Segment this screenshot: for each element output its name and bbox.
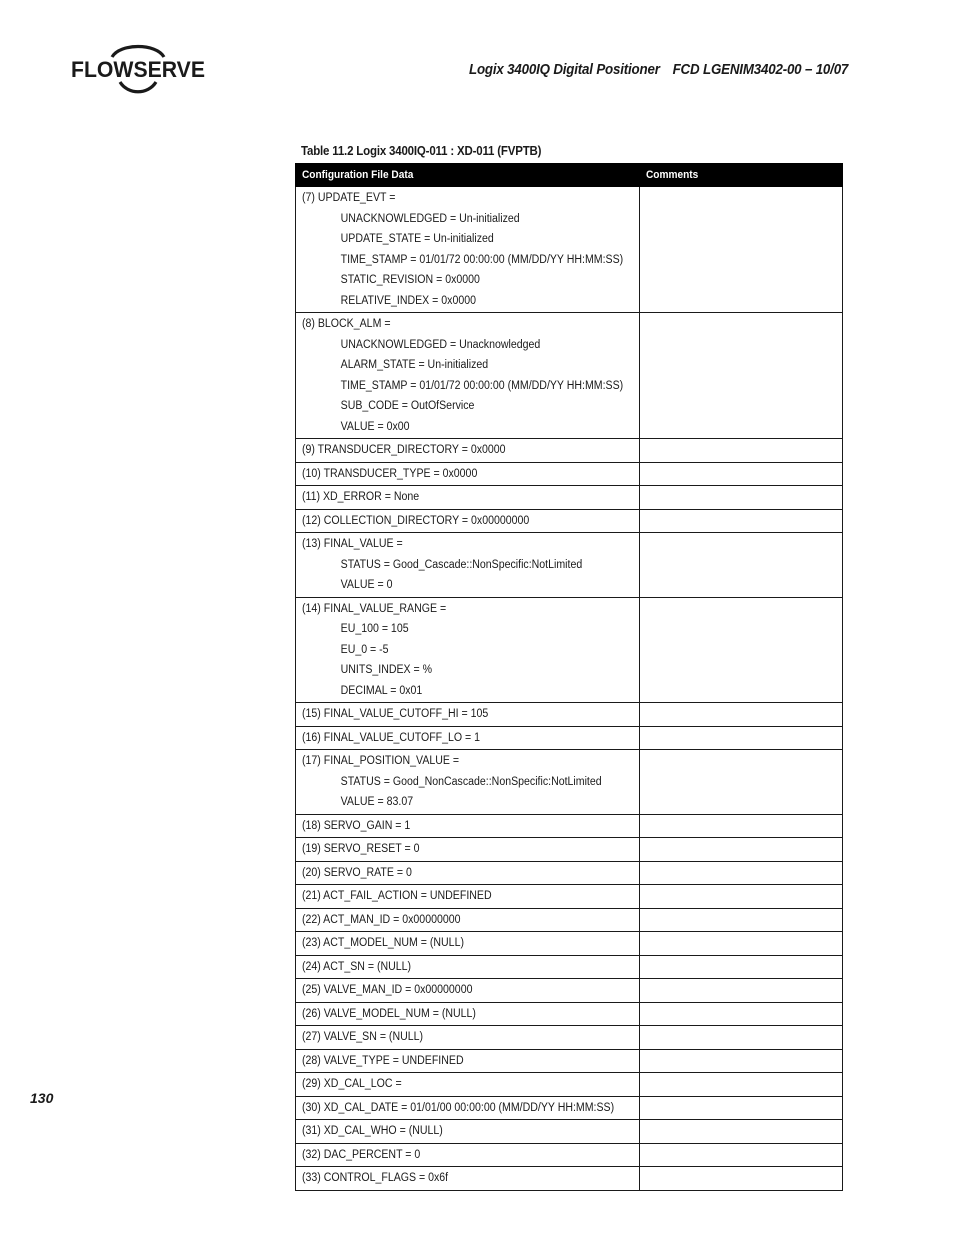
comments-cell: [640, 1167, 843, 1191]
config-parameter: (32) DAC_PERCENT = 0: [302, 1148, 421, 1161]
config-parameter: (26) VALVE_MODEL_NUM = (NULL): [302, 1007, 476, 1020]
table-row: [296, 486, 843, 510]
config-cell: [296, 462, 640, 486]
config-parameter: (17) FINAL_POSITION_VALUE =: [302, 755, 460, 767]
config-subfield: TIME_STAMP = 01/01/72 00:00:00 (MM/DD/YY HH:MM:SS): [340, 253, 624, 266]
table-row: [296, 509, 843, 533]
config-subfield: UPDATE_STATE = Un-initialized: [340, 233, 494, 245]
table-row: [296, 979, 843, 1003]
config-cell: [296, 726, 640, 750]
comments-cell: [640, 187, 843, 313]
comments-cell: [640, 703, 843, 727]
comments-cell: [640, 726, 843, 750]
config-cell: [296, 1049, 640, 1073]
config-subfield: UNITS_INDEX = %: [340, 664, 433, 676]
comments-cell: [640, 486, 843, 510]
comments-cell: [640, 861, 843, 885]
config-cell: [296, 750, 640, 815]
table-row: [296, 932, 843, 956]
table-row: [296, 703, 843, 727]
table-row: [296, 1120, 843, 1144]
header-product: Logix 3400IQ Digital Positioner: [468, 62, 660, 78]
config-cell: [296, 1120, 640, 1144]
config-parameter: (21) ACT_FAIL_ACTION = UNDEFINED: [302, 890, 492, 902]
comments-cell: [640, 908, 843, 932]
column-header-config: Configuration File Data: [296, 164, 640, 187]
config-parameter: (16) FINAL_VALUE_CUTOFF_LO = 1: [302, 731, 481, 744]
comments-cell: [640, 597, 843, 703]
config-cell: [296, 932, 640, 956]
config-cell: [296, 313, 640, 439]
config-cell: [296, 703, 640, 727]
table-row: [296, 187, 843, 313]
config-cell: [296, 1002, 640, 1026]
header-doc-code: FCD LGENIM3402-00 – 10/07: [672, 62, 848, 78]
comments-cell: [640, 1120, 843, 1144]
table-row: [296, 1167, 843, 1191]
config-parameter: (27) VALVE_SN = (NULL): [302, 1031, 424, 1043]
table-row: [296, 885, 843, 909]
config-cell: [296, 187, 640, 313]
table-row: [296, 1002, 843, 1026]
config-parameter: (20) SERVO_RATE = 0: [302, 866, 412, 879]
config-cell: [296, 486, 640, 510]
comments-cell: [640, 814, 843, 838]
config-subfield: ALARM_STATE = Un-initialized: [340, 359, 489, 371]
table-row: [296, 955, 843, 979]
config-subfield: EU_100 = 105: [340, 623, 409, 635]
config-parameter: (25) VALVE_MAN_ID = 0x00000000: [302, 984, 473, 996]
config-parameter: (12) COLLECTION_DIRECTORY = 0x00000000: [302, 514, 530, 527]
table-row: [296, 1073, 843, 1097]
comments-cell: [640, 509, 843, 533]
comments-cell: [640, 979, 843, 1003]
config-cell: [296, 1143, 640, 1167]
config-parameter: (9) TRANSDUCER_DIRECTORY = 0x0000: [302, 444, 506, 456]
table-row: [296, 1026, 843, 1050]
config-subfield: RELATIVE_INDEX = 0x0000: [340, 294, 476, 307]
comments-cell: [640, 1026, 843, 1050]
config-cell: [296, 533, 640, 598]
table-row: [296, 313, 843, 439]
config-subfield: STATUS = Good_NonCascade::NonSpecific:NotLimited: [340, 775, 602, 788]
table-row: [296, 597, 843, 703]
table-row: [296, 750, 843, 815]
table-row: [296, 439, 843, 463]
config-parameter: (13) FINAL_VALUE =: [302, 538, 403, 550]
running-header: [469, 62, 848, 78]
config-cell: [296, 861, 640, 885]
config-parameter: (11) XD_ERROR = None: [302, 491, 420, 503]
config-parameter: (10) TRANSDUCER_TYPE = 0x0000: [302, 467, 478, 480]
config-parameter: (28) VALVE_TYPE = UNDEFINED: [302, 1054, 464, 1067]
config-parameter: (29) XD_CAL_LOC =: [302, 1078, 402, 1090]
comments-cell: [640, 932, 843, 956]
configuration-table: [295, 163, 843, 1191]
column-header-comments: Comments: [640, 164, 843, 187]
table-row: [296, 726, 843, 750]
comments-cell: [640, 533, 843, 598]
comments-cell: [640, 439, 843, 463]
logo-wordmark: FLOWSERVE: [71, 57, 205, 82]
config-parameter: (33) CONTROL_FLAGS = 0x6f: [302, 1172, 449, 1184]
config-parameter: (7) UPDATE_EVT =: [302, 192, 396, 204]
config-cell: [296, 1026, 640, 1050]
table-caption: Table 11.2 Logix 3400IQ-011 : XD-011 (FVPTB): [301, 144, 542, 158]
config-cell: [296, 885, 640, 909]
config-parameter: (8) BLOCK_ALM =: [302, 318, 391, 330]
config-subfield: DECIMAL = 0x01: [340, 684, 423, 697]
config-subfield: SUB_CODE = OutOfService: [340, 400, 475, 412]
config-subfield: VALUE = 0: [340, 579, 393, 591]
comments-cell: [640, 750, 843, 815]
config-parameter: (30) XD_CAL_DATE = 01/01/00 00:00:00 (MM/DD/YY HH:MM:SS): [302, 1101, 615, 1114]
table-row: [296, 908, 843, 932]
config-subfield: UNACKNOWLEDGED = Unacknowledged: [340, 338, 541, 351]
page-number: 130: [30, 1090, 54, 1106]
config-cell: [296, 908, 640, 932]
config-cell: [296, 838, 640, 862]
config-subfield: VALUE = 83.07: [340, 796, 414, 808]
comments-cell: [640, 1002, 843, 1026]
config-cell: [296, 509, 640, 533]
config-parameter: (14) FINAL_VALUE_RANGE =: [302, 602, 447, 615]
table-row: [296, 533, 843, 598]
comments-cell: [640, 462, 843, 486]
comments-cell: [640, 1096, 843, 1120]
comments-cell: [640, 1073, 843, 1097]
config-parameter: (18) SERVO_GAIN = 1: [302, 819, 411, 832]
table-row: [296, 838, 843, 862]
config-subfield: UNACKNOWLEDGED = Un-initialized: [340, 212, 520, 225]
config-cell: [296, 1167, 640, 1191]
comments-cell: [640, 313, 843, 439]
table-row: [296, 1049, 843, 1073]
config-parameter: (15) FINAL_VALUE_CUTOFF_HI = 105: [302, 708, 489, 720]
config-cell: [296, 439, 640, 463]
config-parameter: (19) SERVO_RESET = 0: [302, 843, 420, 855]
comments-cell: [640, 1049, 843, 1073]
table-row: [296, 814, 843, 838]
comments-cell: [640, 1143, 843, 1167]
config-subfield: STATUS = Good_Cascade::NonSpecific:NotLimited: [340, 558, 583, 571]
config-parameter: (23) ACT_MODEL_NUM = (NULL): [302, 937, 464, 949]
table-header-row: [296, 164, 843, 187]
comments-cell: [640, 955, 843, 979]
config-cell: [296, 1096, 640, 1120]
table-row: [296, 861, 843, 885]
config-cell: [296, 597, 640, 703]
config-subfield: EU_0 = -5: [340, 643, 389, 656]
config-cell: [296, 955, 640, 979]
config-subfield: VALUE = 0x00: [340, 420, 410, 433]
config-subfield: TIME_STAMP = 01/01/72 00:00:00 (MM/DD/YY HH:MM:SS): [340, 379, 624, 392]
flowserve-logo: [68, 44, 208, 96]
table-row: [296, 1096, 843, 1120]
config-cell: [296, 979, 640, 1003]
config-cell: [296, 814, 640, 838]
table-row: [296, 462, 843, 486]
config-subfield: STATIC_REVISION = 0x0000: [340, 274, 480, 286]
comments-cell: [640, 885, 843, 909]
table-row: [296, 1143, 843, 1167]
config-cell: [296, 1073, 640, 1097]
table-body: [296, 187, 843, 1191]
config-parameter: (31) XD_CAL_WHO = (NULL): [302, 1125, 443, 1137]
config-parameter: (24) ACT_SN = (NULL): [302, 960, 412, 973]
comments-cell: [640, 838, 843, 862]
config-parameter: (22) ACT_MAN_ID = 0x00000000: [302, 913, 461, 926]
